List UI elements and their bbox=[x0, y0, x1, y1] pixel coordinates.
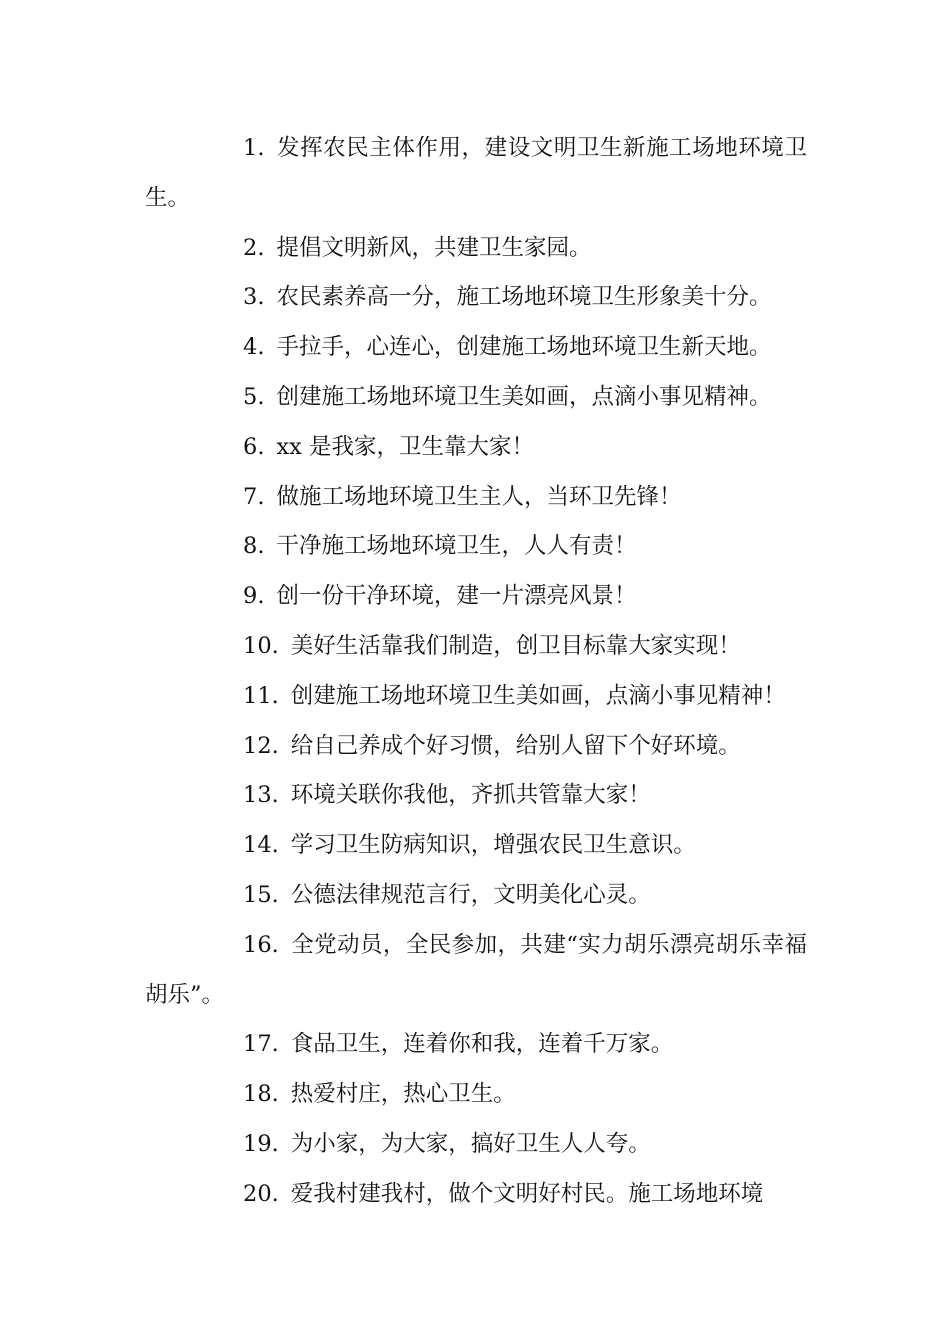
item-text: 热爱村庄，热心卫生。 bbox=[290, 1081, 516, 1108]
item-number: 14. bbox=[243, 832, 279, 859]
item-number: 20. bbox=[243, 1180, 279, 1207]
list-item bbox=[145, 323, 807, 373]
item-number: 3. bbox=[243, 284, 265, 311]
item-text: 干净施工场地环境卫生，人人有责！ bbox=[276, 533, 637, 560]
list-item bbox=[145, 722, 807, 772]
item-number: 16. bbox=[243, 931, 279, 958]
item-text: 发挥农民主体作用，建设文明卫生新施工场地环境卫生。 bbox=[145, 135, 807, 211]
item-text: 创一份干净环境，建一片漂亮风景！ bbox=[276, 583, 637, 610]
list-item bbox=[145, 1070, 807, 1120]
list-item bbox=[145, 473, 807, 523]
item-number: 1. bbox=[243, 135, 265, 161]
item-text: 环境关联你我他，齐抓共管靠大家！ bbox=[290, 782, 651, 809]
item-text: 农民素养高一分，施工场地环境卫生形象美十分。 bbox=[276, 284, 772, 311]
list-item bbox=[145, 224, 807, 274]
item-number: 19. bbox=[243, 1130, 279, 1157]
item-number: 10. bbox=[243, 632, 279, 659]
list-item bbox=[145, 821, 807, 871]
item-text: 学习卫生防病知识，增强农民卫生意识。 bbox=[290, 832, 696, 859]
item-number: 7. bbox=[243, 483, 265, 510]
item-number: 15. bbox=[243, 881, 279, 908]
list-item bbox=[145, 273, 807, 323]
item-text: 给自己养成个好习惯，给别人留下个好环境。 bbox=[290, 732, 741, 759]
item-number: 5. bbox=[243, 383, 265, 410]
item-number: 8. bbox=[243, 533, 265, 560]
item-text: 创建施工场地环境卫生美如画，点滴小事见精神。 bbox=[276, 383, 772, 410]
list-item bbox=[145, 672, 807, 722]
item-number: 9. bbox=[243, 583, 265, 610]
item-number: 2. bbox=[243, 234, 265, 261]
item-text: 美好生活靠我们制造，创卫目标靠大家实现！ bbox=[290, 632, 741, 659]
item-text: 创建施工场地环境卫生美如画，点滴小事见精神！ bbox=[290, 682, 786, 709]
item-number: 17. bbox=[243, 1031, 279, 1058]
item-text: 爱我村建我村，做个文明好村民。施工场地环境 bbox=[290, 1180, 764, 1207]
list-item bbox=[145, 1120, 807, 1170]
item-number: 13. bbox=[243, 782, 279, 809]
item-number: 12. bbox=[243, 732, 279, 759]
list-item bbox=[145, 921, 807, 1021]
item-text: 手拉手，心连心，创建施工场地环境卫生新天地。 bbox=[276, 334, 772, 361]
item-text: xx 是我家，卫生靠大家！ bbox=[276, 433, 534, 460]
item-text: 食品卫生，连着你和我，连着千万家。 bbox=[290, 1031, 674, 1058]
list-item bbox=[145, 572, 807, 622]
item-text: 提倡文明新风，共建卫生家园。 bbox=[276, 234, 592, 261]
list-item bbox=[145, 373, 807, 423]
item-text: 做施工场地环境卫生主人，当环卫先锋！ bbox=[276, 483, 682, 510]
list-item bbox=[145, 771, 807, 821]
list-item bbox=[145, 522, 807, 572]
list-item bbox=[145, 1170, 807, 1220]
item-text: 公德法律规范言行，文明美化心灵。 bbox=[290, 881, 651, 908]
item-number: 11. bbox=[243, 682, 279, 709]
list-item bbox=[145, 124, 807, 224]
list-item bbox=[145, 423, 807, 473]
list-item bbox=[145, 622, 807, 672]
item-text: 全党动员，全民参加，共建“实力胡乐漂亮胡乐幸福胡乐”。 bbox=[145, 931, 807, 1008]
slogan-list bbox=[145, 124, 807, 1220]
list-item bbox=[145, 871, 807, 921]
item-number: 6. bbox=[243, 433, 265, 460]
item-text: 为小家，为大家，搞好卫生人人夸。 bbox=[290, 1130, 651, 1157]
list-item bbox=[145, 1020, 807, 1070]
item-number: 4. bbox=[243, 334, 265, 361]
item-number: 18. bbox=[243, 1081, 279, 1108]
